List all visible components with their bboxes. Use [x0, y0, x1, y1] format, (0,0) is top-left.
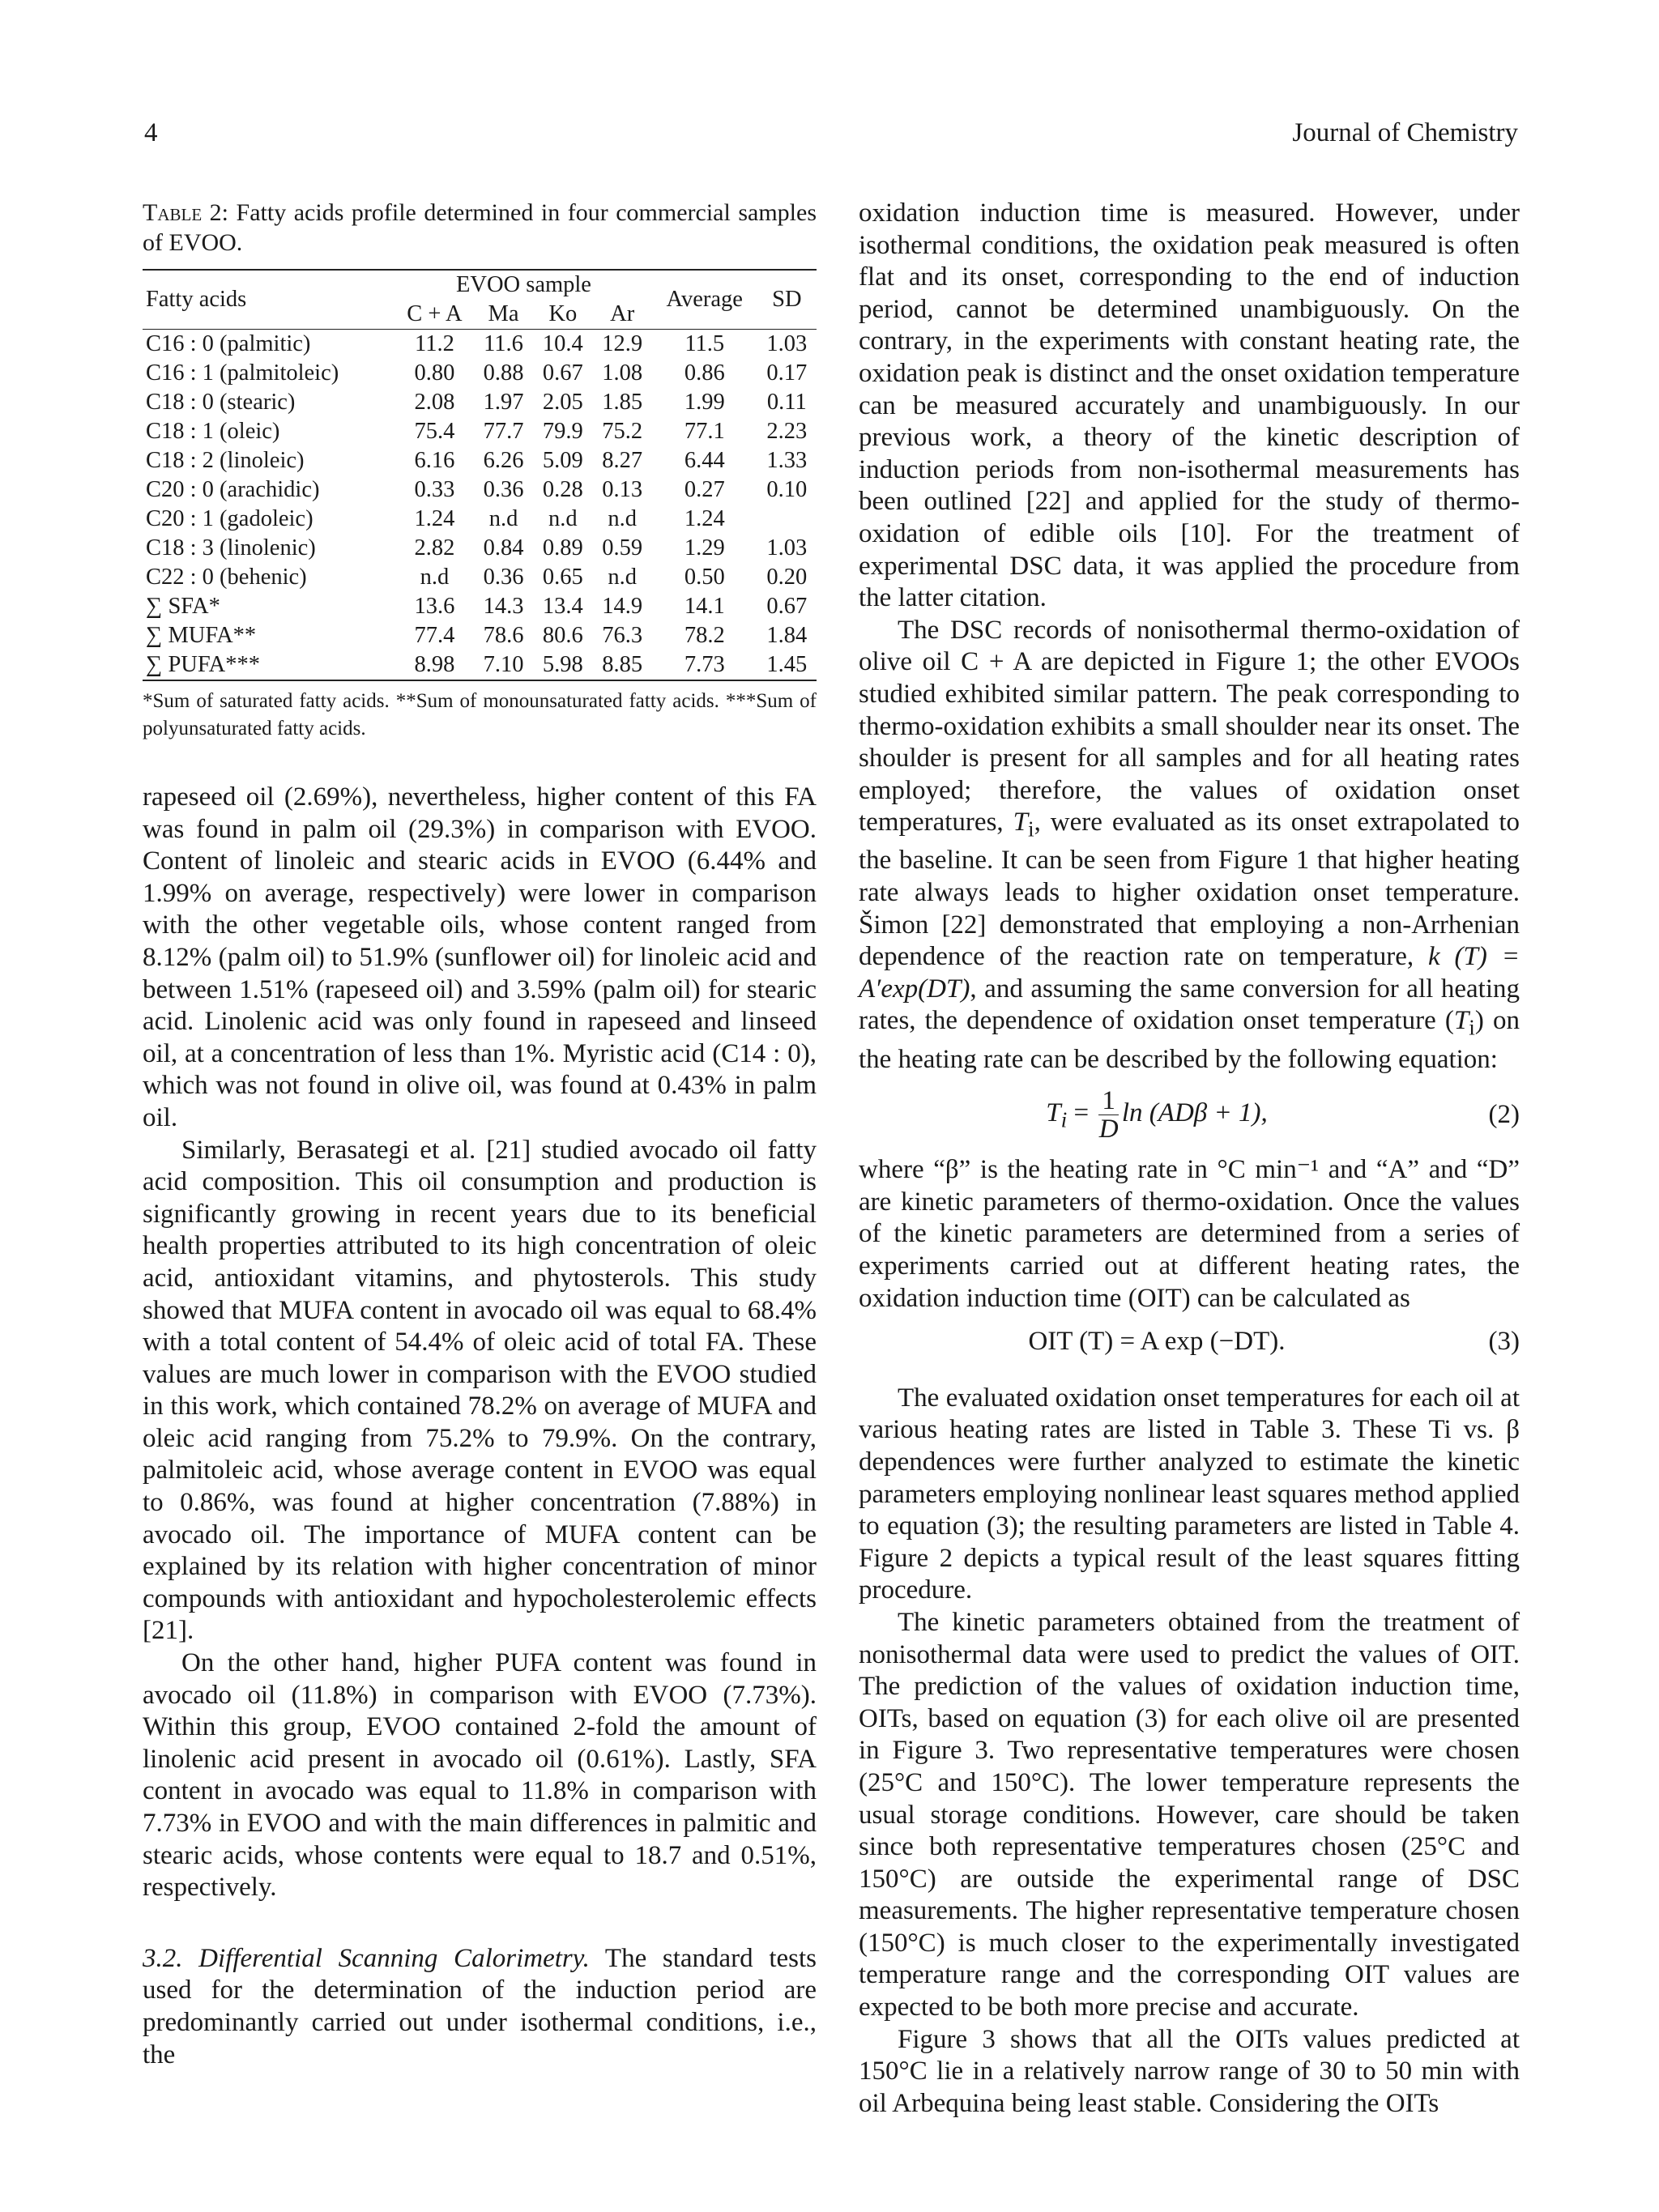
row-label: C16 : 0 (palmitic): [146, 331, 311, 356]
table-cell: 1.08: [602, 360, 643, 386]
table-footnote: *Sum of saturated fatty acids. **Sum of monounsaturated fatty acids. ***Sum of polyunsaturated fatty acids.: [143, 690, 817, 739]
table-cell: 77.4: [414, 623, 455, 648]
table-cell: 1.03: [766, 535, 808, 560]
table-cell: n.d: [608, 506, 637, 531]
table-row: [143, 330, 817, 360]
col-header-average: Average: [666, 287, 743, 312]
table-cell: 1.99: [684, 390, 725, 415]
section-heading: 3.2. Differential Scanning Calorimetry.: [143, 1943, 590, 1973]
table-cell: n.d: [488, 506, 518, 531]
row-label: ∑ MUFA**: [146, 623, 257, 648]
table-row: [143, 650, 817, 680]
table-cell: 0.80: [414, 360, 455, 386]
table-row: [143, 534, 817, 563]
table-cell: 10.4: [542, 331, 583, 356]
row-label: C18 : 1 (oleic): [146, 419, 280, 444]
section-text: The standard tests used for the determination of the induction period are predominantly carried out under isothermal conditions, i.e., the: [143, 1943, 817, 2069]
table-cell: 0.65: [542, 565, 583, 590]
table-cell: 0.67: [766, 594, 808, 619]
table-row: [143, 475, 817, 505]
journal-name: Journal of Chemistry: [1292, 118, 1518, 147]
col-header-sample: Ma: [488, 301, 519, 326]
table-cell: 1.24: [414, 506, 455, 531]
table-cell: 77.1: [684, 419, 725, 444]
section-paragraph: [143, 1943, 817, 2071]
table-cell: 0.13: [602, 477, 643, 502]
table-cell: 12.9: [602, 331, 643, 356]
paragraph: On the other hand, higher PUFA content was found in avocado oil (11.8%) in comparison with EVOO (7.73%). Within this group, EVOO contained 2-fold the amount of linolenic acid present in avocado oil (0.61%). Lastly, SFA content in avocado was equal to 11.8% in comparison with 7.73% in EVOO and with the main differences in palmitic and stearic acids, whose contents were equal to 18.7 and 0.51%, respectively.: [143, 1648, 817, 1903]
table-cell: 0.36: [483, 565, 524, 590]
table-cell: 2.82: [414, 535, 455, 560]
table-cell: 7.10: [483, 652, 524, 677]
table-cell: 8.85: [602, 652, 643, 677]
table-row: [143, 563, 817, 592]
col-header-sample: Ar: [610, 301, 635, 326]
table-row: [143, 446, 817, 475]
table-cell: 78.2: [684, 623, 725, 648]
table-cell: 6.16: [414, 448, 455, 473]
right-column: [859, 198, 1520, 2120]
table-cell: 75.4: [414, 419, 455, 444]
col-header-fatty-acids: Fatty acids: [146, 287, 247, 312]
row-label: C18 : 3 (linolenic): [146, 535, 316, 560]
paragraph: oxidation induction time is measured. However, under isothermal conditions, the oxidation peak measured is often flat and its onset, corresponding to the end of induction period, cannot be determined unambiguously. On the contrary, in the experiments with constant heating rate, the oxidation peak is distinct and the onset oxidation temperature can be measured accurately and unambiguously. In our previous work, a theory of the kinetic description of induction periods from non-isothermal measurements has been outlined [22] and applied for the study of thermo-oxidation of edible oils [10]. For the treatment of experimental DSC data, it was applied the procedure from the latter citation.: [859, 198, 1520, 613]
row-label: C22 : 0 (behenic): [146, 565, 307, 590]
table-cell: 11.2: [415, 331, 454, 356]
table-row: [143, 388, 817, 417]
table-cell: 78.6: [483, 623, 524, 648]
paragraph: The kinetic parameters obtained from the treatment of nonisothermal data were used to predict the values of OIT. The prediction of the values of oxidation induction time, OITs, based on equation (3) for each olive oil are presented in Figure 3. Two representative temperatures were chosen (25°C and 150°C). The lower temperature represents the usual storage conditions. However, care should be taken since both representative temperatures chosen (25°C and 150°C) are outside the experimental range of DSC measurements. The higher representative temperature chosen (150°C) is much closer to the experimentally investigated temperature range and the corresponding OIT values are expected to be both more precise and accurate.: [859, 1607, 1520, 2022]
table-cell: 0.84: [483, 535, 524, 560]
table-cell: 0.89: [542, 535, 583, 560]
table-cell: 0.17: [766, 360, 808, 386]
table-cell: 6.26: [483, 448, 524, 473]
table-cell: 14.9: [602, 594, 643, 619]
left-column: [143, 198, 817, 2071]
table-cell: 75.2: [602, 419, 643, 444]
table-cell: 13.4: [542, 594, 583, 619]
table-cell: n.d: [608, 565, 637, 590]
table-cell: 5.98: [542, 652, 583, 677]
table-cell: 6.44: [684, 448, 725, 473]
table-row: [143, 505, 817, 534]
paragraph: Similarly, Berasategi et al. [21] studied avocado oil fatty acid composition. This oil consumption and production is significantly growing in recent years due to its beneficial health properties attributed to its high concentration of oleic acid, antioxidant vitamins, and phytosterols. This study showed that MUFA content in avocado oil was equal to 68.4% with a total content of 54.4% of oleic acid of total FA. These values are much lower in comparison with the EVOO studied in this work, which contained 78.2% on average of MUFA and oleic acid ranging from 75.2% to 79.9%. On the contrary, palmitoleic acid, whose average content in EVOO was equal to 0.86%, was found at higher concentration (7.88%) in avocado oil. The importance of MUFA content can be explained by its relation with higher concentration of minor compounds with antioxidant and hypocholesterolemic effects [21].: [143, 1135, 817, 1646]
table-cell: 8.27: [602, 448, 643, 473]
row-label: C20 : 0 (arachidic): [146, 477, 320, 502]
equation-number: (2): [1488, 1099, 1520, 1129]
table-cell: 0.33: [414, 477, 455, 502]
table-cell: 14.1: [684, 594, 725, 619]
table-cell: 77.7: [483, 419, 524, 444]
table-cell: 1.29: [684, 535, 725, 560]
table-row: [143, 359, 817, 388]
table-cell: 1.03: [766, 331, 808, 356]
table-cell: 1.24: [684, 506, 725, 531]
table-cell: 1.33: [766, 448, 808, 473]
table-cell: 11.5: [684, 331, 725, 356]
row-label: C18 : 0 (stearic): [146, 390, 296, 415]
table-cell: 76.3: [602, 623, 643, 648]
table-cell: 1.85: [602, 390, 643, 415]
table-cell: 11.6: [484, 331, 523, 356]
fatty-acids-table: [143, 269, 817, 681]
paragraph: where “β” is the heating rate in °C min⁻¹ and “A” and “D” are kinetic parameters of thermo-oxidation. Once the values of the kinetic parameters are determined from a series of experiments carried out at different heating rates, the oxidation induction time (OIT) can be calculated as: [859, 1155, 1520, 1313]
table-cell: n.d: [548, 506, 578, 531]
table-cell: 7.73: [684, 652, 725, 677]
table-caption-text: Fatty acids profile determined in four commercial samples of EVOO.: [143, 199, 817, 256]
paragraph: The evaluated oxidation onset temperatures for each oil at various heating rates are listed in Table 3. These Ti vs. β dependences were further analyzed to estimate the kinetic parameters employing nonlinear least squares method applied to equation (3); the resulting parameters are listed in Table 4. Figure 2 depicts a typical result of the least squares fitting procedure.: [859, 1383, 1520, 1605]
table-row: [143, 417, 817, 446]
table-cell: [757, 505, 817, 534]
table-cell: 13.6: [414, 594, 455, 619]
equation-3: OIT (T) = A exp (−DT). (3): [859, 1326, 1520, 1358]
table-cell: 0.88: [483, 360, 524, 386]
table-cell: 0.27: [684, 477, 725, 502]
table-cell: 14.3: [483, 594, 524, 619]
row-label: C18 : 2 (linoleic): [146, 448, 305, 473]
table-cell: 0.36: [483, 477, 524, 502]
table-cell: 5.09: [542, 448, 583, 473]
equation-2: $T_i$ = $\frac{1}{D}$ ln (ADβ + 1), (2): [1046, 1086, 1520, 1144]
row-label: ∑ SFA*: [146, 594, 220, 619]
table-cell: 0.86: [684, 360, 725, 386]
paragraph: The DSC records of nonisothermal thermo-oxidation of olive oil C + A are depicted in Figure 1; the other EVOOs studied exhibited similar pattern. The peak corresponding to thermo-oxidation exhibits a small shoulder near its onset. The shoulder is present for all samples and for all heating rates employed; therefore, the values of oxidation onset temperatures, $T_i$, were evaluated as its onset extrapolated to the baseline. It can be seen from Figure 1 that higher heating rate always leads to higher oxidation onset temperature. Šimon [22] demonstrated that employing a non-Arrhenian dependence of the reaction rate on temperature, k (T) = A′exp(DT), and assuming the same conversion for all heating rates, the dependence of oxidation onset temperature $(T_i)$ on the heating rate can be described by the following equation:: [859, 615, 1520, 1074]
table-cell: 1.45: [766, 652, 808, 677]
table-cell: 2.08: [414, 390, 455, 415]
paragraph: Figure 3 shows that all the OITs values predicted at 150°C lie in a relatively narrow range of 30 to 50 min with oil Arbequina being least stable. Considering the OITs: [859, 2024, 1520, 2118]
col-header-sd: SD: [772, 287, 802, 312]
table-cell: 0.10: [766, 477, 808, 502]
table-cell: n.d: [420, 565, 450, 590]
col-header-evoo-sample: EVOO sample: [455, 272, 591, 297]
table-cell: 0.28: [542, 477, 583, 502]
col-header-sample: C + A: [407, 301, 463, 326]
row-label: C20 : 1 (gadoleic): [146, 506, 313, 531]
col-header-sample: Ko: [548, 301, 578, 326]
table-cell: 0.67: [542, 360, 583, 386]
paragraph: rapeseed oil (2.69%), nevertheless, higher content of this FA was found in palm oil (29.3%) in comparison with EVOO. Content of linoleic and stearic acids in EVOO (6.44% and 1.99% on average, respectively) were lower in comparison with the other vegetable oils, whose content ranged from 8.12% (palm oil) to 51.9% (sunflower oil) for linoleic acid and between 1.51% (rapeseed oil) and 3.59% (palm oil) for stearic acid. Linolenic acid was only found in rapeseed and linseed oil, at a concentration of less than 1%. Myristic acid (C14 : 0), which was not found in olive oil, was found at 0.43% in palm oil.: [143, 782, 817, 1132]
table-cell: 0.11: [766, 390, 807, 415]
row-label: ∑ PUFA***: [146, 652, 260, 677]
table-row: [143, 621, 817, 650]
table-cell: 0.59: [602, 535, 643, 560]
table-cell: 79.9: [542, 419, 583, 444]
table-row: [143, 592, 817, 621]
table-cell: 1.97: [483, 390, 524, 415]
table-cell: 2.23: [766, 419, 808, 444]
table-cell: 2.05: [542, 390, 583, 415]
row-label: C16 : 1 (palmitoleic): [146, 360, 339, 386]
table-label: Table 2:: [143, 199, 229, 226]
page-number: 4: [144, 118, 158, 147]
table-cell: 8.98: [414, 652, 455, 677]
table-cell: 80.6: [542, 623, 583, 648]
table-caption: [143, 198, 817, 258]
table-cell: 0.50: [684, 565, 725, 590]
table-cell: 0.20: [766, 565, 808, 590]
table-cell: 1.84: [766, 623, 808, 648]
equation-number: (3): [1488, 1327, 1520, 1357]
